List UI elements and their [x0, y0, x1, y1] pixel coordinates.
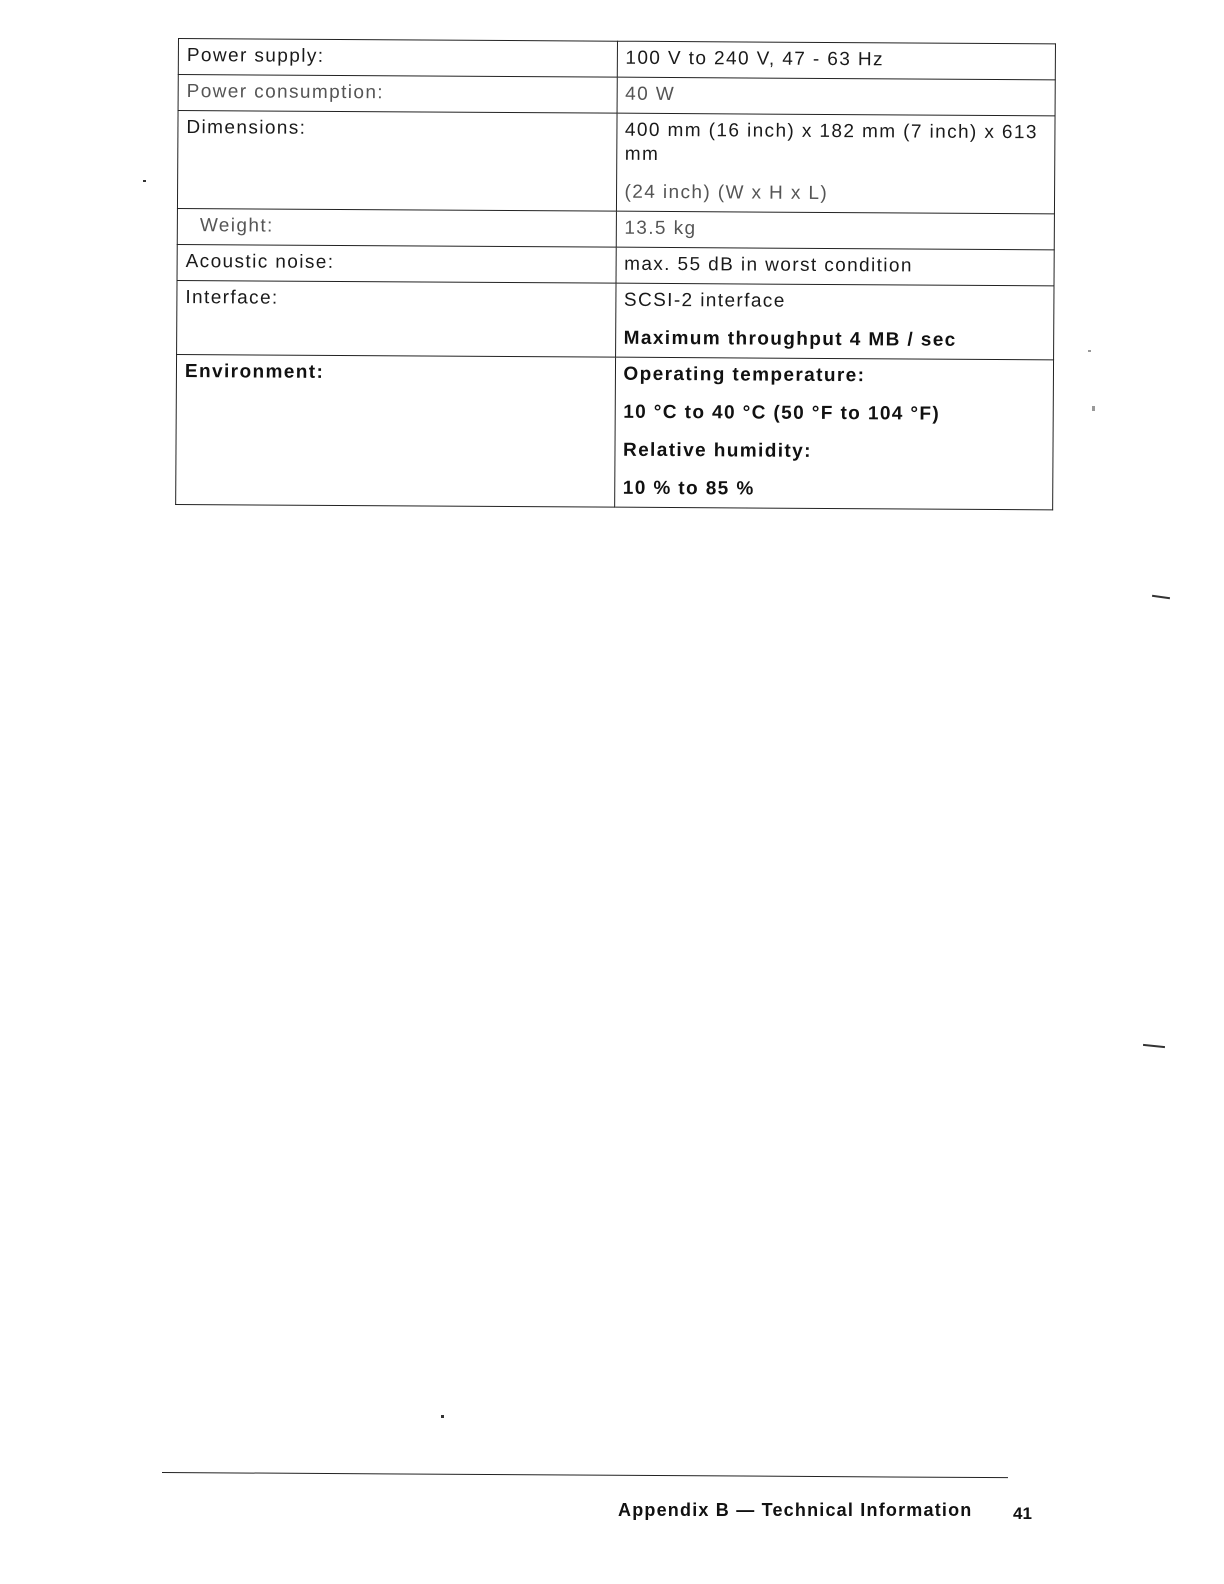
spec-value-line: 10 % to 85 %: [622, 477, 755, 500]
scan-mark: [441, 1415, 444, 1418]
spec-label-acoustic-noise: Acoustic noise:: [177, 244, 616, 283]
spec-value-acoustic-noise: [616, 247, 1055, 286]
spec-value-line: 100 V to 240 V, 47 - 63 Hz: [625, 47, 885, 71]
table-row: [177, 244, 1054, 285]
scan-mark: [1143, 1044, 1165, 1048]
spec-value-line: max. 55 dB in worst condition: [624, 253, 913, 277]
spec-value-power-supply: [617, 41, 1056, 80]
table-row: [176, 354, 1054, 509]
page-number: 41: [1013, 1504, 1032, 1523]
spec-label-interface: Interface:: [177, 280, 616, 357]
scan-mark: [1088, 350, 1091, 352]
scan-mark: [1092, 406, 1095, 411]
spec-label-environment: Environment:: [176, 354, 615, 507]
spec-value-line: 10 °C to 40 °C (50 °F to 104 °F): [623, 401, 941, 425]
spec-value-environment: [614, 357, 1053, 510]
spec-value-line: 13.5 kg: [624, 217, 697, 240]
spec-label-weight: [177, 208, 616, 247]
spec-value-dimensions: [616, 113, 1055, 214]
table-row: [177, 111, 1055, 214]
table-row: [177, 280, 1054, 359]
spec-label-power-consumption: Power consumption:: [178, 75, 617, 114]
footer-divider: [162, 1472, 1008, 1478]
spec-label-text: Weight:: [199, 215, 274, 237]
spec-value-line: Maximum throughput 4 MB / sec: [623, 327, 957, 351]
table-row: [178, 75, 1055, 116]
scan-mark: [1152, 595, 1170, 599]
specifications-table: [175, 38, 1056, 510]
spec-label-power-supply: Power supply:: [178, 39, 617, 78]
spec-value-line: 40 W: [625, 83, 676, 106]
scan-mark: [143, 180, 146, 182]
table-row: [177, 208, 1054, 249]
table-row: [178, 39, 1055, 80]
spec-value-line: 400 mm (16 inch) x 182 mm (7 inch) x 613 mm: [624, 119, 1038, 165]
spec-value-line: SCSI-2 interface: [623, 289, 786, 312]
spec-value-line: Operating temperature:: [623, 363, 866, 387]
spec-value-line: Relative humidity:: [622, 439, 812, 462]
spec-label-dimensions: Dimensions:: [177, 111, 616, 212]
spec-value-weight: [616, 211, 1055, 250]
spec-value-interface: [615, 283, 1054, 360]
spec-value-line: (24 inch) (W x H x L): [624, 181, 829, 204]
spec-value-power-consumption: [617, 77, 1056, 116]
footer-section-title: Appendix B — Technical Information: [618, 1500, 973, 1520]
